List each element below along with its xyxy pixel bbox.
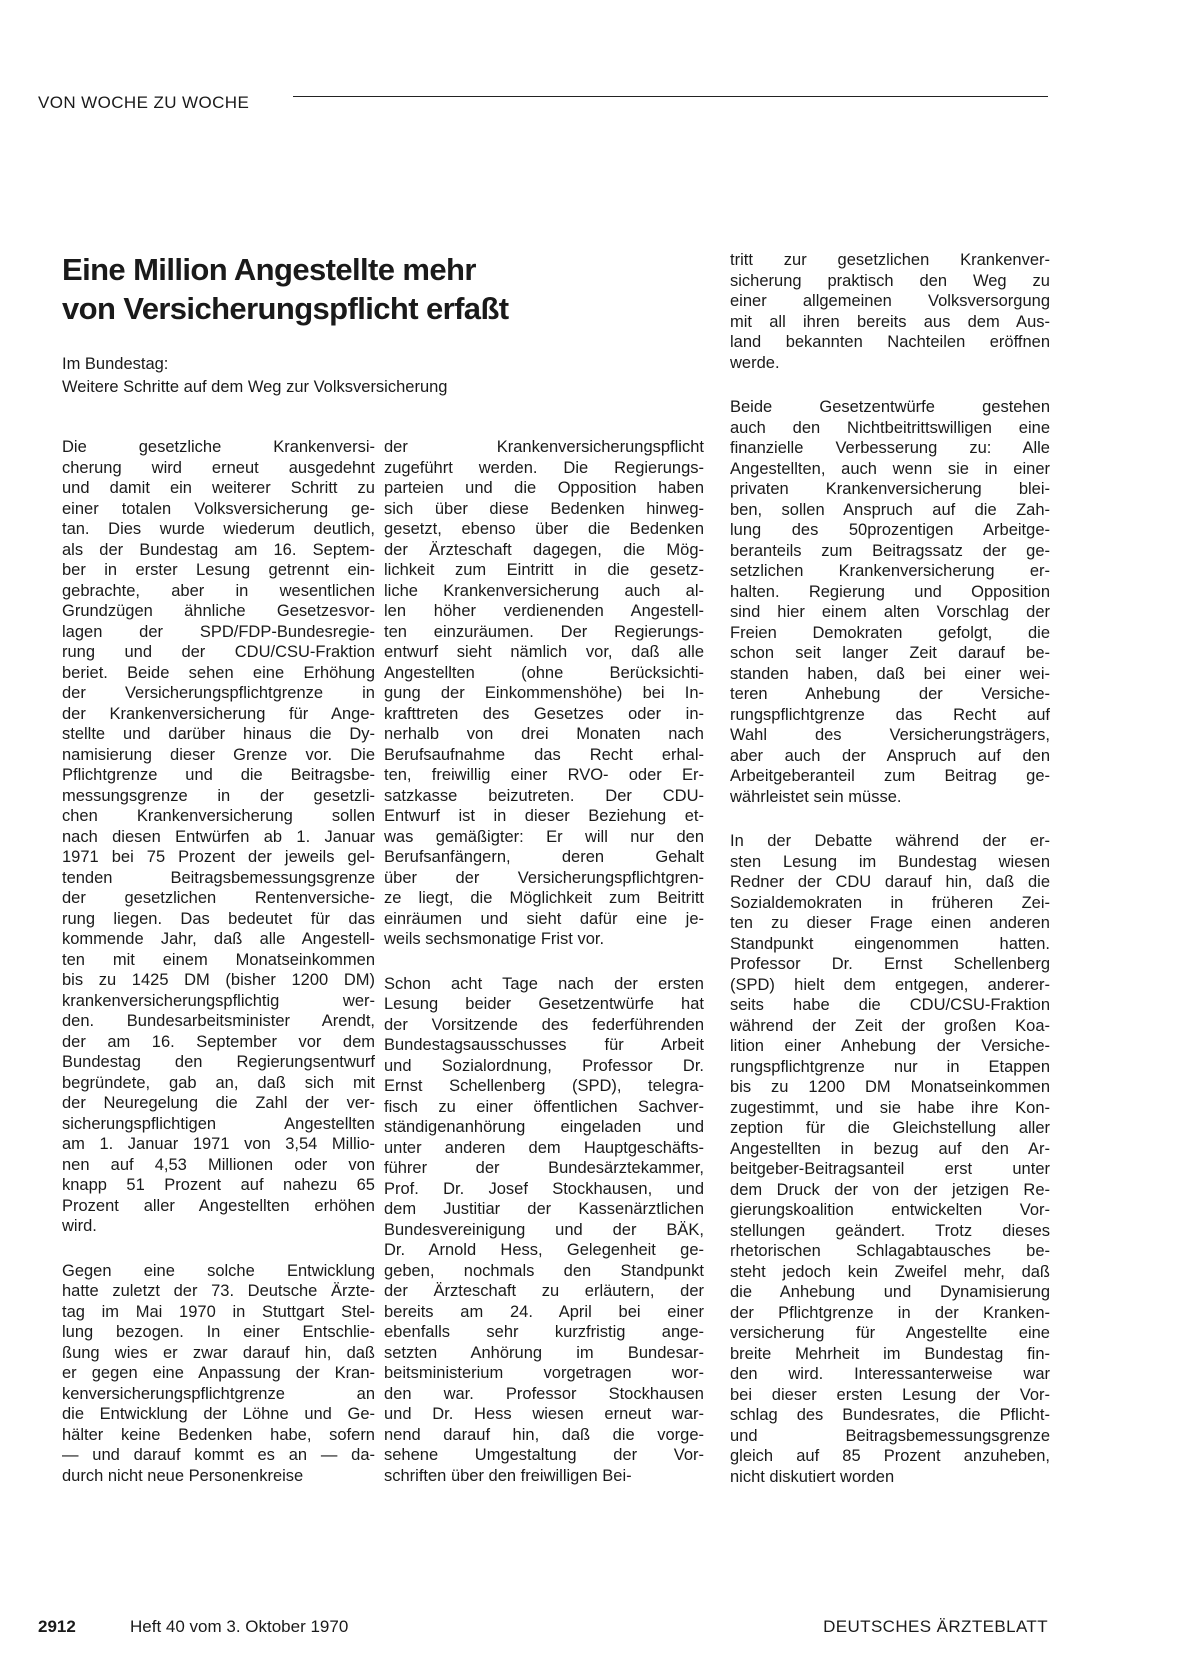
text-line: Angestellten (ohne Berücksichti- (384, 663, 704, 682)
text-line: ständigenanhörung eingeladen und (384, 1118, 704, 1136)
text-line: nend darauf hin, daß die vorge- (384, 1425, 704, 1444)
text-line: setzten Anhörung im Bundesar- (384, 1343, 704, 1362)
text-line: der Krankenversicherungspflicht (384, 438, 704, 456)
text-line: der Neuregelung die Zahl der ver- (62, 1094, 375, 1112)
text-line: und Sozialordnung, Professor Dr. (384, 1056, 704, 1075)
text-line: Sozialdemokraten in früheren Zei- (730, 893, 1050, 912)
text-line: zeption für die Gleichstellung aller (730, 1119, 1050, 1137)
title-line: von Versicherungspflicht erfaßt (62, 291, 509, 326)
text-line: Prof. Dr. Josef Stockhausen, und (384, 1179, 704, 1198)
text-line: schriften über den freiwilligen Bei- (384, 1466, 632, 1485)
text-line: gesetzt, ebenso über die Bedenken (384, 520, 704, 538)
text-column-2 (384, 437, 704, 1486)
text-line: Schon acht Tage nach der ersten (384, 974, 704, 993)
text-line: Freien Demokraten gefolgt, die (730, 623, 1050, 642)
text-line: dem Justitiar der Kassenärztlichen (384, 1200, 704, 1218)
text-line: einer totalen Volksversicherung ge- (62, 499, 375, 518)
text-line: auch den Nichtbeitrittswilligen eine (730, 418, 1050, 437)
text-line: Bundestag den Regierungsentwurf (62, 1053, 375, 1071)
text-line: den. Bundesarbeitsminister Arendt, (62, 1012, 375, 1030)
text-line: Wahl des Versicherungsträgers, (730, 726, 1050, 744)
text-line: den wird. Interessanterweise war (730, 1365, 1050, 1383)
text-line: lung bezogen. In einer Entschlie- (62, 1323, 375, 1341)
subtitle-line: Weitere Schritte auf dem Weg zur Volksversicherung (62, 378, 448, 396)
text-line: Die gesetzliche Krankenversi- (62, 438, 375, 456)
text-line: er gegen eine Anpassung der Kran- (62, 1364, 375, 1382)
text-line: Redner der CDU darauf hin, daß die (730, 873, 1050, 891)
text-line: und Beitragsbemessungsgrenze (730, 1426, 1050, 1445)
text-line: beitgeber-Beitragsanteil erst unter (730, 1160, 1050, 1178)
text-line: lung des 50prozentigen Arbeitge- (730, 521, 1050, 539)
text-line: standen haben, daß bei einer wei- (730, 664, 1050, 683)
text-line: ten, freiwillig einer RVO- oder Er- (384, 766, 704, 784)
text-line: chen Krankenversicherung sollen (62, 807, 375, 825)
text-line: setzlichen Krankenversicherung er- (730, 562, 1050, 580)
text-line: cherung wird erneut ausgedehnt (62, 458, 375, 477)
text-column-1 (62, 437, 375, 1486)
issue-info: Heft 40 vom 3. Oktober 1970 (130, 1617, 349, 1636)
text-line: — und darauf kommt es an — da- (62, 1446, 375, 1464)
text-line: kommende Jahr, daß alle Angestell- (62, 930, 375, 948)
text-line: Entwurf ist in dieser Beziehung et- (384, 807, 704, 825)
text-line: sich über diese Bedenken hinweg- (384, 499, 704, 518)
text-line: steht jedoch kein Zweifel mehr, daß (730, 1262, 1050, 1281)
text-line: ze liegt, die Möglichkeit zum Beitritt (384, 889, 704, 907)
text-line: währleistet sein müsse. (730, 787, 902, 806)
text-line: der am 16. September vor dem (62, 1032, 375, 1051)
text-line: bei dieser ersten Lesung der Vor- (730, 1385, 1050, 1404)
text-line: nicht diskutiert worden (730, 1467, 895, 1486)
text-line: rhetorischen Schlagabtausches be- (730, 1242, 1050, 1260)
text-line: die Entwicklung der Löhne und Ge- (62, 1405, 375, 1423)
text-line: mit all ihren bereits aus dem Aus- (730, 312, 1050, 331)
text-line: ßung wies er zwar darauf hin, daß (62, 1343, 375, 1362)
text-line: krafttreten des Gesetzes oder in- (384, 704, 704, 723)
text-line: rung und der CDU/CSU-Fraktion (62, 643, 375, 661)
text-line: einer allgemeinen Volksversorgung (730, 292, 1050, 310)
text-line: land bekannten Nachteilen eröffnen (730, 333, 1050, 351)
text-line: seits habe die CDU/CSU-Fraktion (730, 996, 1050, 1014)
text-line: Angestellten in bezug auf den Ar- (730, 1139, 1050, 1158)
text-line: parteien und die Opposition haben (384, 479, 704, 497)
text-line: schlag des Bundesrates, die Pflicht- (730, 1406, 1050, 1424)
text-line: lichkeit zum Eintritt in die gesetz- (384, 561, 704, 579)
text-line: die Anhebung und Dynamisierung (730, 1283, 1050, 1301)
article-title (62, 250, 702, 328)
text-line: nerhalb von drei Monaten nach (384, 725, 704, 743)
text-line: schon seit langer Zeit darauf be- (730, 644, 1050, 662)
text-line: Berufsanfängern, deren Gehalt (384, 848, 704, 866)
text-line: liche Krankenversicherung auch al- (384, 581, 704, 600)
text-line: Berufsaufnahme das Recht erhal- (384, 745, 704, 764)
text-line: tenden Beitragsbemessungsgrenze (62, 868, 375, 887)
text-line: der Pflichtgrenze in der Kranken- (730, 1303, 1050, 1322)
text-line: ten einzuräumen. Der Regierungs- (384, 622, 704, 641)
text-line: sicherungspflichtigen Angestellten (62, 1114, 375, 1133)
text-line: lagen der SPD/FDP-Bundesregie- (62, 622, 375, 641)
text-line: Bundesvereinigung und der BÄK, (384, 1220, 704, 1239)
paragraph-gap (730, 373, 1050, 397)
text-line: geben, nochmals den Standpunkt (384, 1261, 704, 1280)
text-line: beriet. Beide sehen eine Erhöhung (62, 663, 375, 682)
text-line: bis zu 1200 DM Monatseinkommen (730, 1078, 1050, 1096)
text-line: teren Anhebung der Versiche- (730, 685, 1050, 703)
text-line: der Ärzteschaft zu erläutern, der (384, 1282, 704, 1300)
text-line: tag im Mai 1970 in Stuttgart Stel- (62, 1302, 375, 1321)
text-line: versicherung für Angestellte eine (730, 1324, 1050, 1342)
text-line: Professor Dr. Ernst Schellenberg (730, 955, 1050, 973)
text-line: und damit ein weiterer Schritt zu (62, 479, 375, 497)
text-line: 1971 bei 75 Prozent der jeweils gel- (62, 848, 375, 866)
text-line: weils sechsmonatige Frist vor. (384, 930, 605, 948)
text-line: stellungen geändert. Trotz dieses (730, 1221, 1050, 1240)
text-line: krankenversicherungspflichtig wer- (62, 991, 375, 1010)
text-line: breite Mehrheit im Bundestag fin- (730, 1344, 1050, 1363)
section-header: VON WOCHE ZU WOCHE (38, 93, 250, 112)
text-line: halten. Regierung und Opposition (730, 582, 1050, 601)
text-line: privaten Krankenversicherung blei- (730, 480, 1050, 498)
text-line: entwurf sieht nämlich vor, daß alle (384, 643, 704, 661)
text-line: In der Debatte während der er- (730, 832, 1050, 850)
magazine-name: DEUTSCHES ÄRZTEBLATT (823, 1617, 1048, 1636)
text-line: Ernst Schellenberg (SPD), telegra- (384, 1077, 704, 1095)
text-column-3 (730, 250, 1050, 1487)
text-line: satzkasse beizutreten. Der CDU- (384, 786, 704, 805)
text-line: fisch zu einer öffentlichen Sachver- (384, 1097, 704, 1116)
text-line: tan. Dies wurde wiederum deutlich, (62, 520, 375, 538)
text-line: ten mit einem Monatseinkommen (62, 950, 375, 969)
text-line: len höher verdienenden Angestell- (384, 602, 704, 620)
text-line: Bundestagsausschusses für Arbeit (384, 1036, 704, 1054)
text-line: sehene Umgestaltung der Vor- (384, 1446, 704, 1464)
text-line: zugestimmt, und sie habe ihre Kon- (730, 1098, 1050, 1117)
text-line: einräumen und sieht dafür eine je- (384, 909, 704, 928)
text-line: hatte zuletzt der 73. Deutsche Ärzte- (62, 1282, 375, 1300)
paragraph-gap (62, 1237, 375, 1261)
text-line: Grundzügen ähnliche Gesetzesvor- (62, 602, 375, 620)
text-line: kenversicherungspflichtgrenze an (62, 1384, 375, 1403)
text-line: was gemäßigter: Er will nur den (384, 827, 704, 846)
header-rule (293, 96, 1048, 97)
text-line: messungsgrenze in der gesetzli- (62, 786, 375, 805)
text-line: Gegen eine solche Entwicklung (62, 1261, 375, 1280)
text-line: aber auch der Anspruch auf den (730, 746, 1050, 765)
text-line: sind hier einem alten Vorschlag der (730, 603, 1050, 621)
text-line: nen auf 4,53 Millionen oder von (62, 1155, 375, 1174)
article-subtitle (62, 353, 702, 399)
paragraph-gap (384, 950, 704, 974)
text-line: unter anderen dem Hauptgeschäfts- (384, 1138, 704, 1157)
subtitle-line: Im Bundestag: (62, 355, 169, 373)
text-line: Lesung beider Gesetzentwürfe hat (384, 995, 704, 1013)
text-line: als der Bundestag am 16. Septem- (62, 540, 375, 559)
text-line: sten Lesung im Bundestag wiesen (730, 852, 1050, 871)
text-line: gierungskoalition entwickelten Vor- (730, 1201, 1050, 1219)
text-line: der gesetzlichen Rentenversiche- (62, 889, 375, 907)
text-line: knapp 51 Prozent auf nahezu 65 (62, 1176, 375, 1194)
text-line: finanzielle Verbesserung zu: Alle (730, 439, 1050, 457)
text-line: rung liegen. Das bedeutet für das (62, 909, 375, 928)
text-line: Pflichtgrenze und die Beitragsbe- (62, 766, 375, 784)
text-line: Angestellten, auch wenn sie in einer (730, 459, 1050, 478)
text-line: Prozent aller Angestellten erhöhen (62, 1196, 375, 1215)
text-line: während der Zeit der großen Koa- (730, 1016, 1050, 1035)
text-line: am 1. Januar 1971 von 3,54 Millio- (62, 1135, 375, 1153)
text-line: und Dr. Hess wiesen erneut war- (384, 1405, 704, 1423)
text-line: Arbeitgeberanteil zum Beitrag ge- (730, 767, 1050, 785)
text-line: der Ärzteschaft dagegen, die Mög- (384, 540, 704, 559)
text-line: den war. Professor Stockhausen (384, 1384, 704, 1403)
text-line: wird. (62, 1217, 97, 1235)
text-line: lition einer Anhebung der Versiche- (730, 1037, 1050, 1055)
text-line: werde. (730, 353, 780, 372)
text-line: begründete, gab an, daß sich mit (62, 1073, 375, 1092)
text-line: stellte und darüber hinaus die Dy- (62, 725, 375, 743)
text-line: namisierung dieser Grenze vor. Die (62, 745, 375, 764)
text-line: über der Versicherungspflichtgren- (384, 868, 704, 887)
text-line: gung der Einkommenshöhe) bei In- (384, 684, 704, 702)
text-line: beitsministerium vorgetragen wor- (384, 1364, 704, 1382)
text-line: führer der Bundesärztekammer, (384, 1159, 704, 1177)
text-line: der Krankenversicherung für Ange- (62, 704, 375, 723)
text-line: nach diesen Entwürfen ab 1. Januar (62, 827, 375, 846)
text-line: ten zu dieser Frage einen anderen (730, 914, 1050, 932)
text-line: bereits am 24. April bei einer (384, 1302, 704, 1321)
page-number: 2912 (38, 1617, 76, 1636)
text-line: rungspflichtgrenze nur in Etappen (730, 1057, 1050, 1076)
text-line: (SPD) hielt dem entgegen, anderer- (730, 975, 1050, 994)
text-line: bis zu 1425 DM (bisher 1200 DM) (62, 971, 375, 989)
text-line: Standpunkt eingenommen hatten. (730, 934, 1050, 953)
text-line: ber in erster Lesung getrennt ein- (62, 561, 375, 579)
text-line: Beide Gesetzentwürfe gestehen (730, 398, 1050, 416)
text-line: ebenfalls sehr kurzfristig ange- (384, 1323, 704, 1341)
text-line: hälter keine Bedenken habe, sofern (62, 1425, 375, 1444)
text-line: zugeführt werden. Die Regierungs- (384, 458, 704, 477)
text-line: gebrachte, aber in wesentlichen (62, 581, 375, 600)
text-line: der Vorsitzende des federführenden (384, 1015, 704, 1034)
text-line: durch nicht neue Personenkreise (62, 1466, 304, 1485)
text-line: rungspflichtgrenze das Recht auf (730, 705, 1050, 724)
text-line: der Versicherungspflichtgrenze in (62, 684, 375, 702)
text-line: beranteils zum Beitragssatz der ge- (730, 541, 1050, 560)
text-line: tritt zur gesetzlichen Krankenver- (730, 251, 1050, 269)
text-line: gleich auf 85 Prozent anzuheben, (730, 1447, 1050, 1465)
text-line: ben, sollen Anspruch auf die Zah- (730, 500, 1050, 519)
title-line: Eine Million Angestellte mehr (62, 252, 476, 287)
text-line: sicherung praktisch den Weg zu (730, 271, 1050, 290)
text-line: Dr. Arnold Hess, Gelegenheit ge- (384, 1241, 704, 1259)
paragraph-gap (730, 807, 1050, 831)
text-line: dem Druck der von der jetzigen Re- (730, 1180, 1050, 1199)
